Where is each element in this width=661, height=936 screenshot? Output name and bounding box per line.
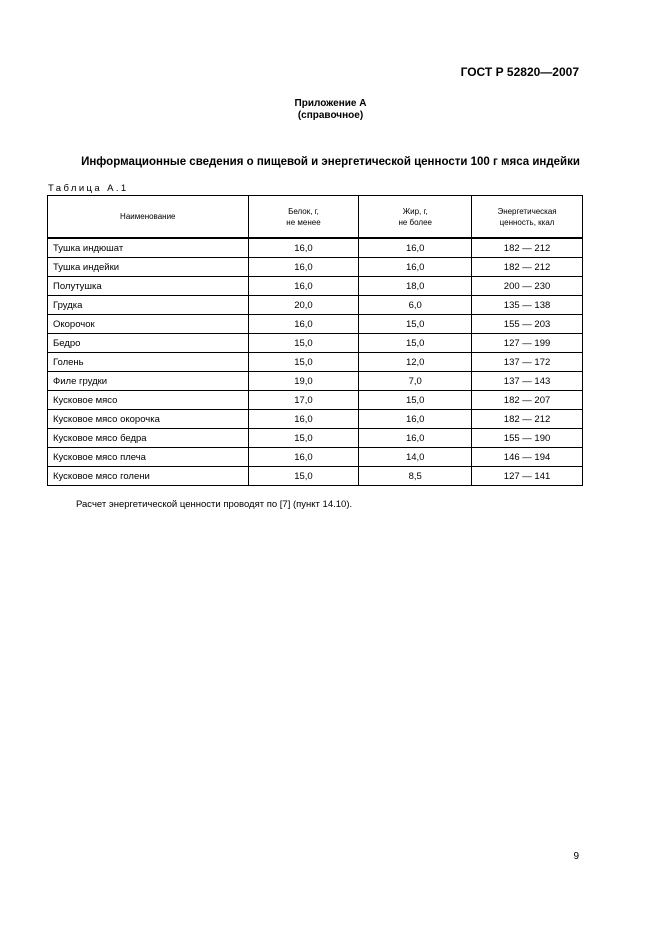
cell-name: Тушка индюшат [48, 238, 249, 258]
cell-protein: 15,0 [248, 353, 359, 372]
cell-energy: 135 — 138 [472, 296, 583, 315]
header-protein-line-1: Белок, г, [288, 206, 319, 216]
cell-protein: 16,0 [248, 277, 359, 296]
cell-name: Бедро [48, 334, 249, 353]
cell-protein: 17,0 [248, 391, 359, 410]
cell-protein: 20,0 [248, 296, 359, 315]
cell-energy: 137 — 172 [472, 353, 583, 372]
cell-name: Кусковое мясо [48, 391, 249, 410]
cell-protein: 15,0 [248, 334, 359, 353]
header-energy [472, 196, 583, 239]
cell-energy: 127 — 141 [472, 467, 583, 486]
cell-energy: 182 — 212 [472, 238, 583, 258]
cell-name: Кусковое мясо бедра [48, 429, 249, 448]
cell-protein: 16,0 [248, 448, 359, 467]
cell-energy: 182 — 212 [472, 258, 583, 277]
cell-fat: 6,0 [359, 296, 472, 315]
cell-fat: 15,0 [359, 391, 472, 410]
table-row [48, 429, 583, 448]
cell-energy: 155 — 203 [472, 315, 583, 334]
table-row [48, 277, 583, 296]
cell-name: Полутушка [48, 277, 249, 296]
cell-name: Филе грудки [48, 372, 249, 391]
cell-fat: 16,0 [359, 410, 472, 429]
cell-energy: 146 — 194 [472, 448, 583, 467]
table-caption: Таблица А.1 [48, 183, 129, 194]
appendix-heading [0, 98, 661, 122]
standard-code: ГОСТ Р 52820—2007 [460, 65, 579, 79]
header-protein [248, 196, 359, 239]
cell-protein: 15,0 [248, 429, 359, 448]
cell-fat: 12,0 [359, 353, 472, 372]
cell-energy: 127 — 199 [472, 334, 583, 353]
table-row [48, 334, 583, 353]
cell-fat: 15,0 [359, 315, 472, 334]
cell-protein: 16,0 [248, 410, 359, 429]
appendix-title: Приложение А [294, 98, 367, 109]
table-header-row [48, 196, 583, 239]
header-fat-line-2: не более [398, 217, 432, 227]
header-energy-line-1: Энергетическая [497, 206, 557, 216]
cell-name: Кусковое мясо плеча [48, 448, 249, 467]
cell-protein: 16,0 [248, 258, 359, 277]
cell-protein: 16,0 [248, 315, 359, 334]
table-row [48, 448, 583, 467]
document-title: Информационные сведения о пищевой и энергетической ценности 100 г мяса индейки [81, 156, 580, 168]
header-fat-line-1: Жир, г, [402, 206, 428, 216]
page-number: 9 [573, 851, 579, 862]
table-row [48, 258, 583, 277]
cell-fat: 7,0 [359, 372, 472, 391]
cell-fat: 8,5 [359, 467, 472, 486]
header-fat [359, 196, 472, 239]
cell-fat: 14,0 [359, 448, 472, 467]
header-name: Наименование [48, 196, 249, 239]
cell-energy: 137 — 143 [472, 372, 583, 391]
nutrition-table [47, 195, 583, 486]
table-row [48, 467, 583, 486]
cell-energy: 155 — 190 [472, 429, 583, 448]
table-row [48, 391, 583, 410]
cell-fat: 18,0 [359, 277, 472, 296]
header-energy-line-2: ценность, ккал [499, 217, 555, 227]
cell-fat: 15,0 [359, 334, 472, 353]
cell-name: Кусковое мясо окорочка [48, 410, 249, 429]
cell-name: Голень [48, 353, 249, 372]
appendix-type: (справочное) [297, 110, 364, 121]
cell-name: Грудка [48, 296, 249, 315]
cell-protein: 19,0 [248, 372, 359, 391]
table-row [48, 238, 583, 258]
cell-protein: 15,0 [248, 467, 359, 486]
table-row [48, 353, 583, 372]
table-row [48, 296, 583, 315]
cell-fat: 16,0 [359, 258, 472, 277]
cell-name: Тушка индейки [48, 258, 249, 277]
table-row [48, 315, 583, 334]
cell-fat: 16,0 [359, 238, 472, 258]
cell-fat: 16,0 [359, 429, 472, 448]
cell-name: Кусковое мясо голени [48, 467, 249, 486]
table-row [48, 410, 583, 429]
header-protein-line-2: не менее [286, 217, 321, 227]
cell-energy: 182 — 207 [472, 391, 583, 410]
cell-energy: 182 — 212 [472, 410, 583, 429]
cell-name: Окорочок [48, 315, 249, 334]
cell-energy: 200 — 230 [472, 277, 583, 296]
table-row [48, 372, 583, 391]
energy-calculation-note: Расчет энергетической ценности проводят по [7] (пункт 14.10). [76, 499, 353, 510]
cell-protein: 16,0 [248, 238, 359, 258]
